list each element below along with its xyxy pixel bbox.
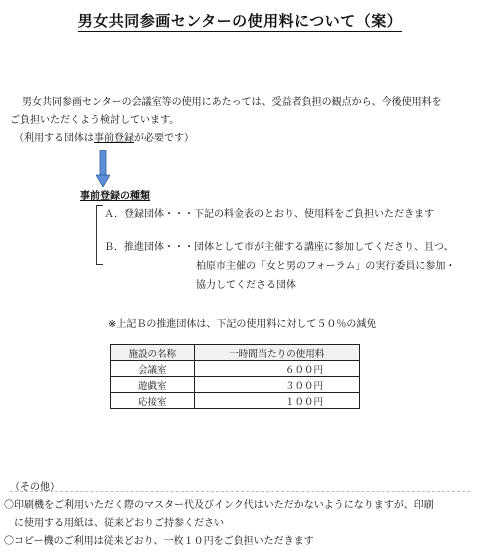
note-emphasis: 事前登録 [94,133,134,144]
table-row [111,361,360,377]
down-arrow-icon [96,150,110,188]
other-item-2: 〇コピー機のご利用は従来どおり、一枚１０円をご負担いただきます [4,536,314,547]
registration-note [14,132,194,146]
facility-fee: ３００円 [194,377,359,393]
header-fee: 一時間当たりの使用料 [194,345,359,361]
other-item-1-line-2: に使用する用紙は、従来どおりご持参ください [14,518,224,529]
page-title: 男女共同参画センターの使用料について（案） [77,12,403,30]
registration-item-a: Ａ．登録団体・・・下記の料金表のとおり、使用料をご負担いただきます [104,209,434,220]
other-item-1-line-1: 〇印刷機をご利用いただく際のマスター代及びインク代はいただかないようになりますが、印刷 [4,500,434,511]
registration-item-b-line-1: Ｂ．推進団体・・・団体として市が主催する講座に参加してくださり、且つ、 [104,242,454,253]
facility-name: 会議室 [111,361,195,377]
facility-name: 遊戯室 [111,377,195,393]
other-heading: （その他） [10,482,60,493]
facility-name: 応接室 [111,393,195,409]
registration-item-b-line-2: 柏原市主催の「女と男のフォーラム」の実行委員に参加・ [196,261,456,272]
fee-table [110,344,360,409]
registration-item-b-line-3: 協力してくださる団体 [196,280,296,291]
table-row [111,377,360,393]
section-divider [10,491,470,492]
bracket-divider [96,205,103,265]
facility-fee: １００円 [194,393,359,409]
discount-note: ※上記Ｂの推進団体は、下記の使用料に対して５０％の減免 [108,319,377,330]
registration-heading: 事前登録の種類 [80,191,150,202]
note-prefix: （利用する団体は [14,133,94,144]
table-header-row [111,345,360,361]
table-row [111,393,360,409]
intro-line-2: ご負担いただくよう検討しています。 [10,115,180,126]
note-suffix: が必要です） [134,133,194,144]
header-facility: 施設の名称 [111,345,195,361]
facility-fee: ６００円 [194,361,359,377]
intro-line-1: 男女共同参画センターの会議室等の使用にあたっては、受益者負担の観点から、今後使用料を [22,97,442,108]
